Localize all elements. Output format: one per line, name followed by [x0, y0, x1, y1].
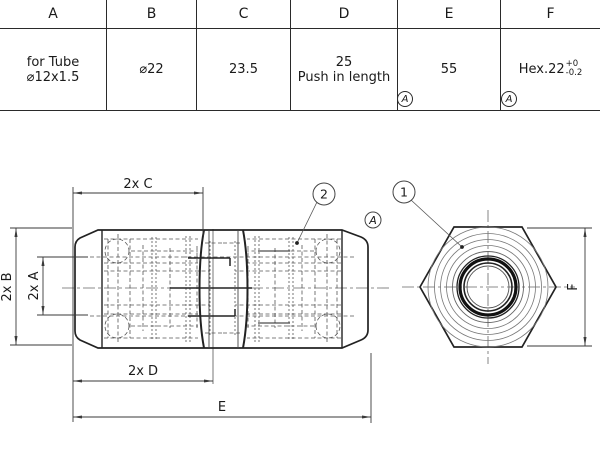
dim-label-2xd: 2x D [127, 364, 159, 379]
dim-label-2xb: 2x B [0, 272, 15, 302]
hex-waist-left [200, 230, 205, 348]
col-header-b: B [106, 0, 196, 29]
datum-label: A [369, 214, 377, 227]
tube-stop-edges [170, 251, 290, 323]
balloon-1-label: 1 [400, 184, 408, 200]
value-f-tol-upper: +0 [565, 58, 579, 69]
col-header-f: F [500, 0, 600, 29]
value-d-note: Push in length [297, 69, 391, 85]
value-d-number: 25 [335, 54, 353, 70]
dim-label-e: E [217, 400, 227, 415]
col-header-a: A [0, 0, 106, 29]
value-f-tol-lower: -0.2 [565, 67, 583, 78]
dim-label-2xa: 2x A [27, 271, 42, 301]
value-f-base: Hex.22 [518, 62, 565, 77]
balloon-1-dot [460, 245, 464, 249]
balloon-2-label: 2 [320, 186, 328, 202]
col-header-c: C [196, 0, 290, 29]
balloon-2-dot [295, 241, 299, 245]
balloon-1-leader [411, 200, 462, 247]
dim-label-f: F [566, 283, 581, 291]
balloon-2-leader [297, 202, 317, 243]
col-header-e: E [397, 0, 500, 29]
body-outline [75, 230, 368, 348]
end-view [402, 210, 592, 364]
datum-badge-f: A [501, 91, 517, 107]
value-b: ⌀22 [106, 29, 196, 110]
hex-waist-right [243, 230, 248, 348]
side-view [62, 229, 392, 384]
value-c: 23.5 [196, 29, 290, 110]
dim-label-2xc: 2x C [123, 177, 153, 192]
value-e: 55 [397, 29, 500, 110]
datum-badge-e: A [397, 91, 413, 107]
col-header-d: D [290, 0, 397, 29]
value-a: for Tube ⌀12x1.5 [26, 54, 80, 85]
